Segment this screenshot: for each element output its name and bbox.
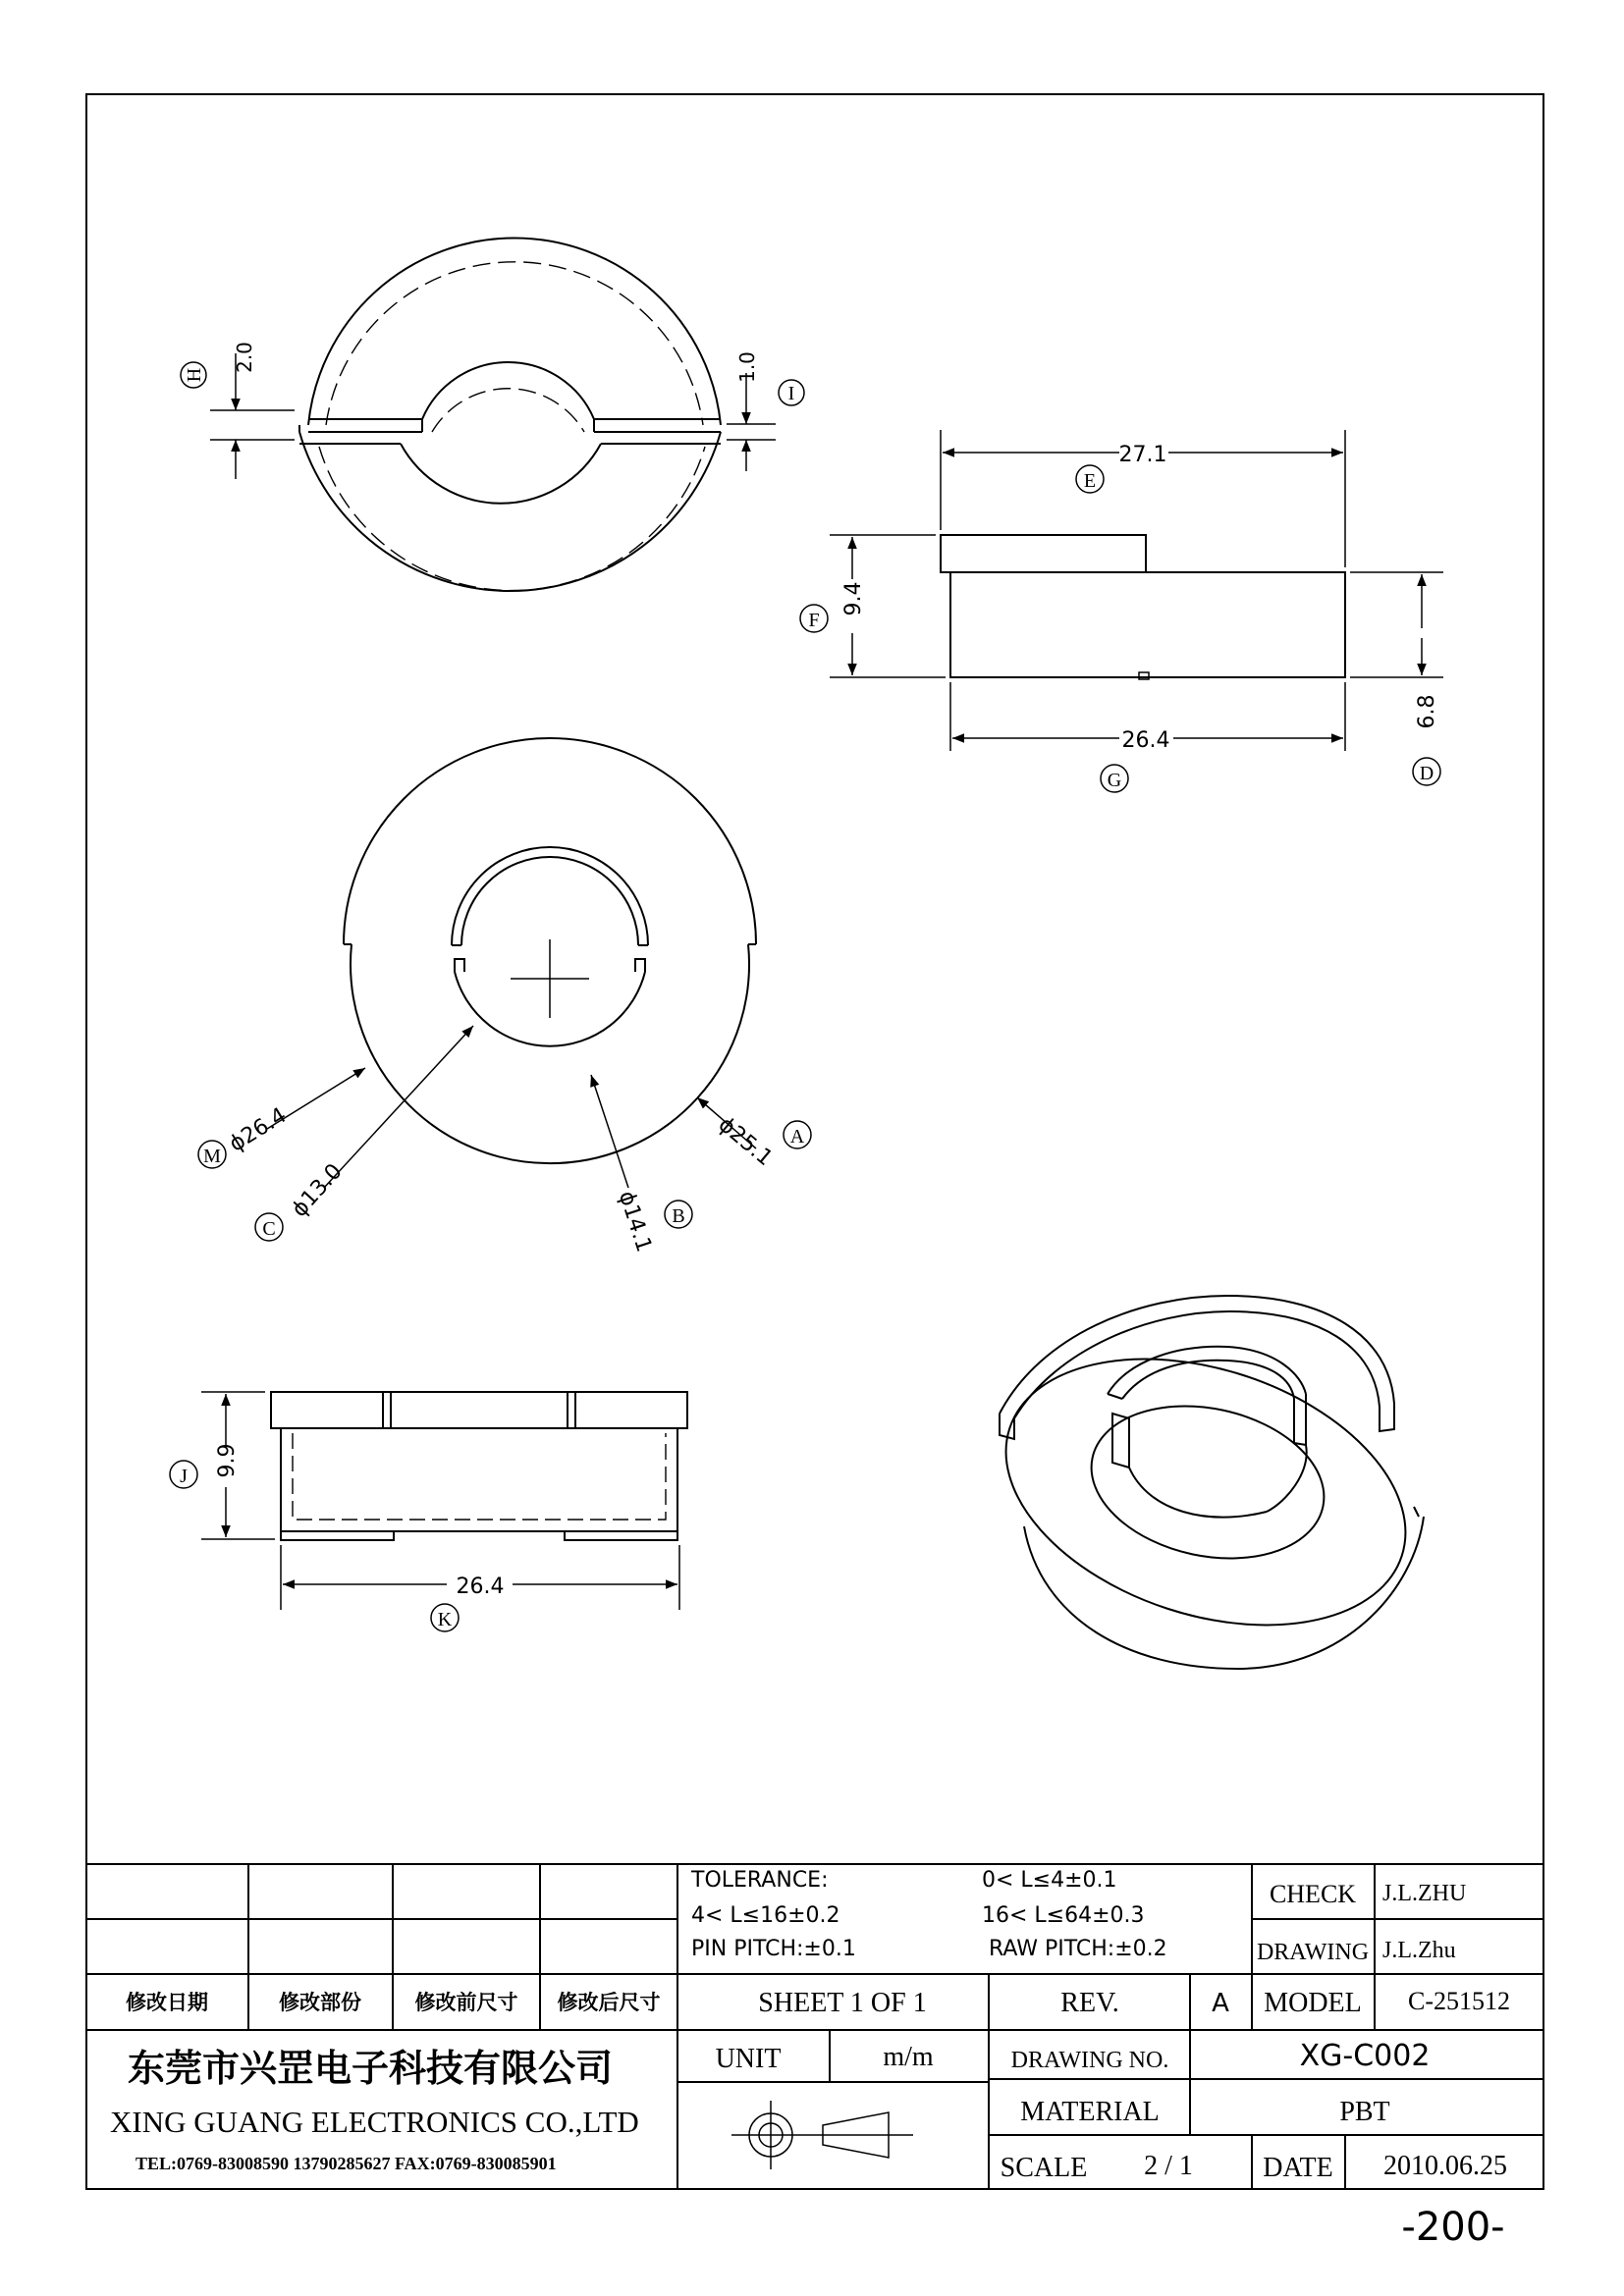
date-label: DATE xyxy=(1263,2153,1333,2183)
rev-header-date: 修改日期 xyxy=(126,1991,208,2014)
company-contact: TEL:0769-83008590 13790285627 FAX:0769-830085901 xyxy=(135,2154,557,2173)
dim-h-value: 2.0 xyxy=(233,342,256,373)
dim-i-tag: I xyxy=(787,383,795,404)
dim-c-value: ϕ13.0 xyxy=(287,1159,348,1222)
rev-header-part: 修改部份 xyxy=(279,1991,361,2014)
dim-d-value: 6.8 xyxy=(1415,694,1439,729)
dim-f-tag: F xyxy=(808,610,820,631)
dim-a-tag: A xyxy=(789,1126,805,1148)
dim-h-tag: H xyxy=(184,367,205,383)
tolerance-range-2: 4< L≤16±0.2 xyxy=(691,1903,840,1928)
page-number: -200- xyxy=(1401,2205,1505,2250)
dim-f xyxy=(800,535,946,677)
drawing-value: J.L.Zhu xyxy=(1382,1938,1456,1963)
scale-label: SCALE xyxy=(1000,2153,1088,2183)
check-value: J.L.ZHU xyxy=(1382,1881,1467,1906)
dim-e-tag: E xyxy=(1083,470,1097,492)
drawing-label: DRAWING xyxy=(1256,1940,1370,1965)
tolerance-label: TOLERANCE: xyxy=(691,1868,829,1893)
check-label: CHECK xyxy=(1269,1880,1357,1908)
sheet-label: SHEET 1 OF 1 xyxy=(758,1988,927,2018)
company-name-en: XING GUANG ELECTRONICS CO.,LTD xyxy=(110,2105,639,2139)
rev-label: REV. xyxy=(1060,1988,1119,2018)
front-view xyxy=(271,1392,687,1540)
side-view xyxy=(941,535,1345,679)
dim-d xyxy=(1350,572,1443,785)
date-value: 2010.06.25 xyxy=(1383,2151,1507,2181)
dim-i-value: 1.0 xyxy=(735,351,759,383)
dim-c xyxy=(255,1026,473,1241)
rev-header-after: 修改后尺寸 xyxy=(557,1991,661,2014)
dim-b-tag: B xyxy=(672,1205,685,1227)
rev-value: A xyxy=(1212,1989,1229,2018)
tolerance-range-3: 16< L≤64±0.3 xyxy=(982,1903,1145,1928)
dim-b-value: ϕ14.1 xyxy=(613,1188,657,1255)
dim-a-value: ϕ25.1 xyxy=(713,1112,778,1172)
top-view xyxy=(299,239,721,592)
dim-d-tag: D xyxy=(1419,763,1435,784)
model-value: C-251512 xyxy=(1408,1987,1510,2015)
tolerance-range-1: 0< L≤4±0.1 xyxy=(982,1868,1117,1893)
model-label: MODEL xyxy=(1264,1988,1362,2018)
dim-c-tag: C xyxy=(262,1218,276,1240)
dim-m-value: ϕ26.4 xyxy=(225,1102,292,1157)
dim-e-value: 27.1 xyxy=(1118,443,1167,467)
dim-g-tag: G xyxy=(1107,770,1122,791)
dim-g-value: 26.4 xyxy=(1121,728,1170,753)
material-value: PBT xyxy=(1339,2097,1390,2127)
dim-m-tag: M xyxy=(203,1146,221,1167)
drawing-no-label: DRAWING NO. xyxy=(1010,2048,1169,2073)
dim-f-value: 9.4 xyxy=(841,581,866,616)
raw-pitch: RAW PITCH:±0.2 xyxy=(989,1937,1167,1961)
unit-label: UNIT xyxy=(715,2044,782,2074)
pin-pitch: PIN PITCH:±0.1 xyxy=(691,1937,856,1961)
projection-symbol-icon xyxy=(731,2101,913,2169)
dim-k-tag: K xyxy=(437,1609,453,1630)
drawing-no-value: XG-C002 xyxy=(1299,2039,1431,2073)
material-label: MATERIAL xyxy=(1020,2097,1160,2127)
dim-k-value: 26.4 xyxy=(456,1575,505,1599)
scale-value: 2 / 1 xyxy=(1144,2151,1193,2181)
isometric-view xyxy=(972,1296,1440,1673)
unit-value: m/m xyxy=(883,2042,934,2072)
company-name-cn: 东莞市兴罡电子科技有限公司 xyxy=(128,2049,614,2090)
rev-header-before: 修改前尺寸 xyxy=(414,1991,518,2014)
dim-j-tag: J xyxy=(180,1466,188,1487)
dim-j-value: 9.9 xyxy=(215,1443,240,1478)
